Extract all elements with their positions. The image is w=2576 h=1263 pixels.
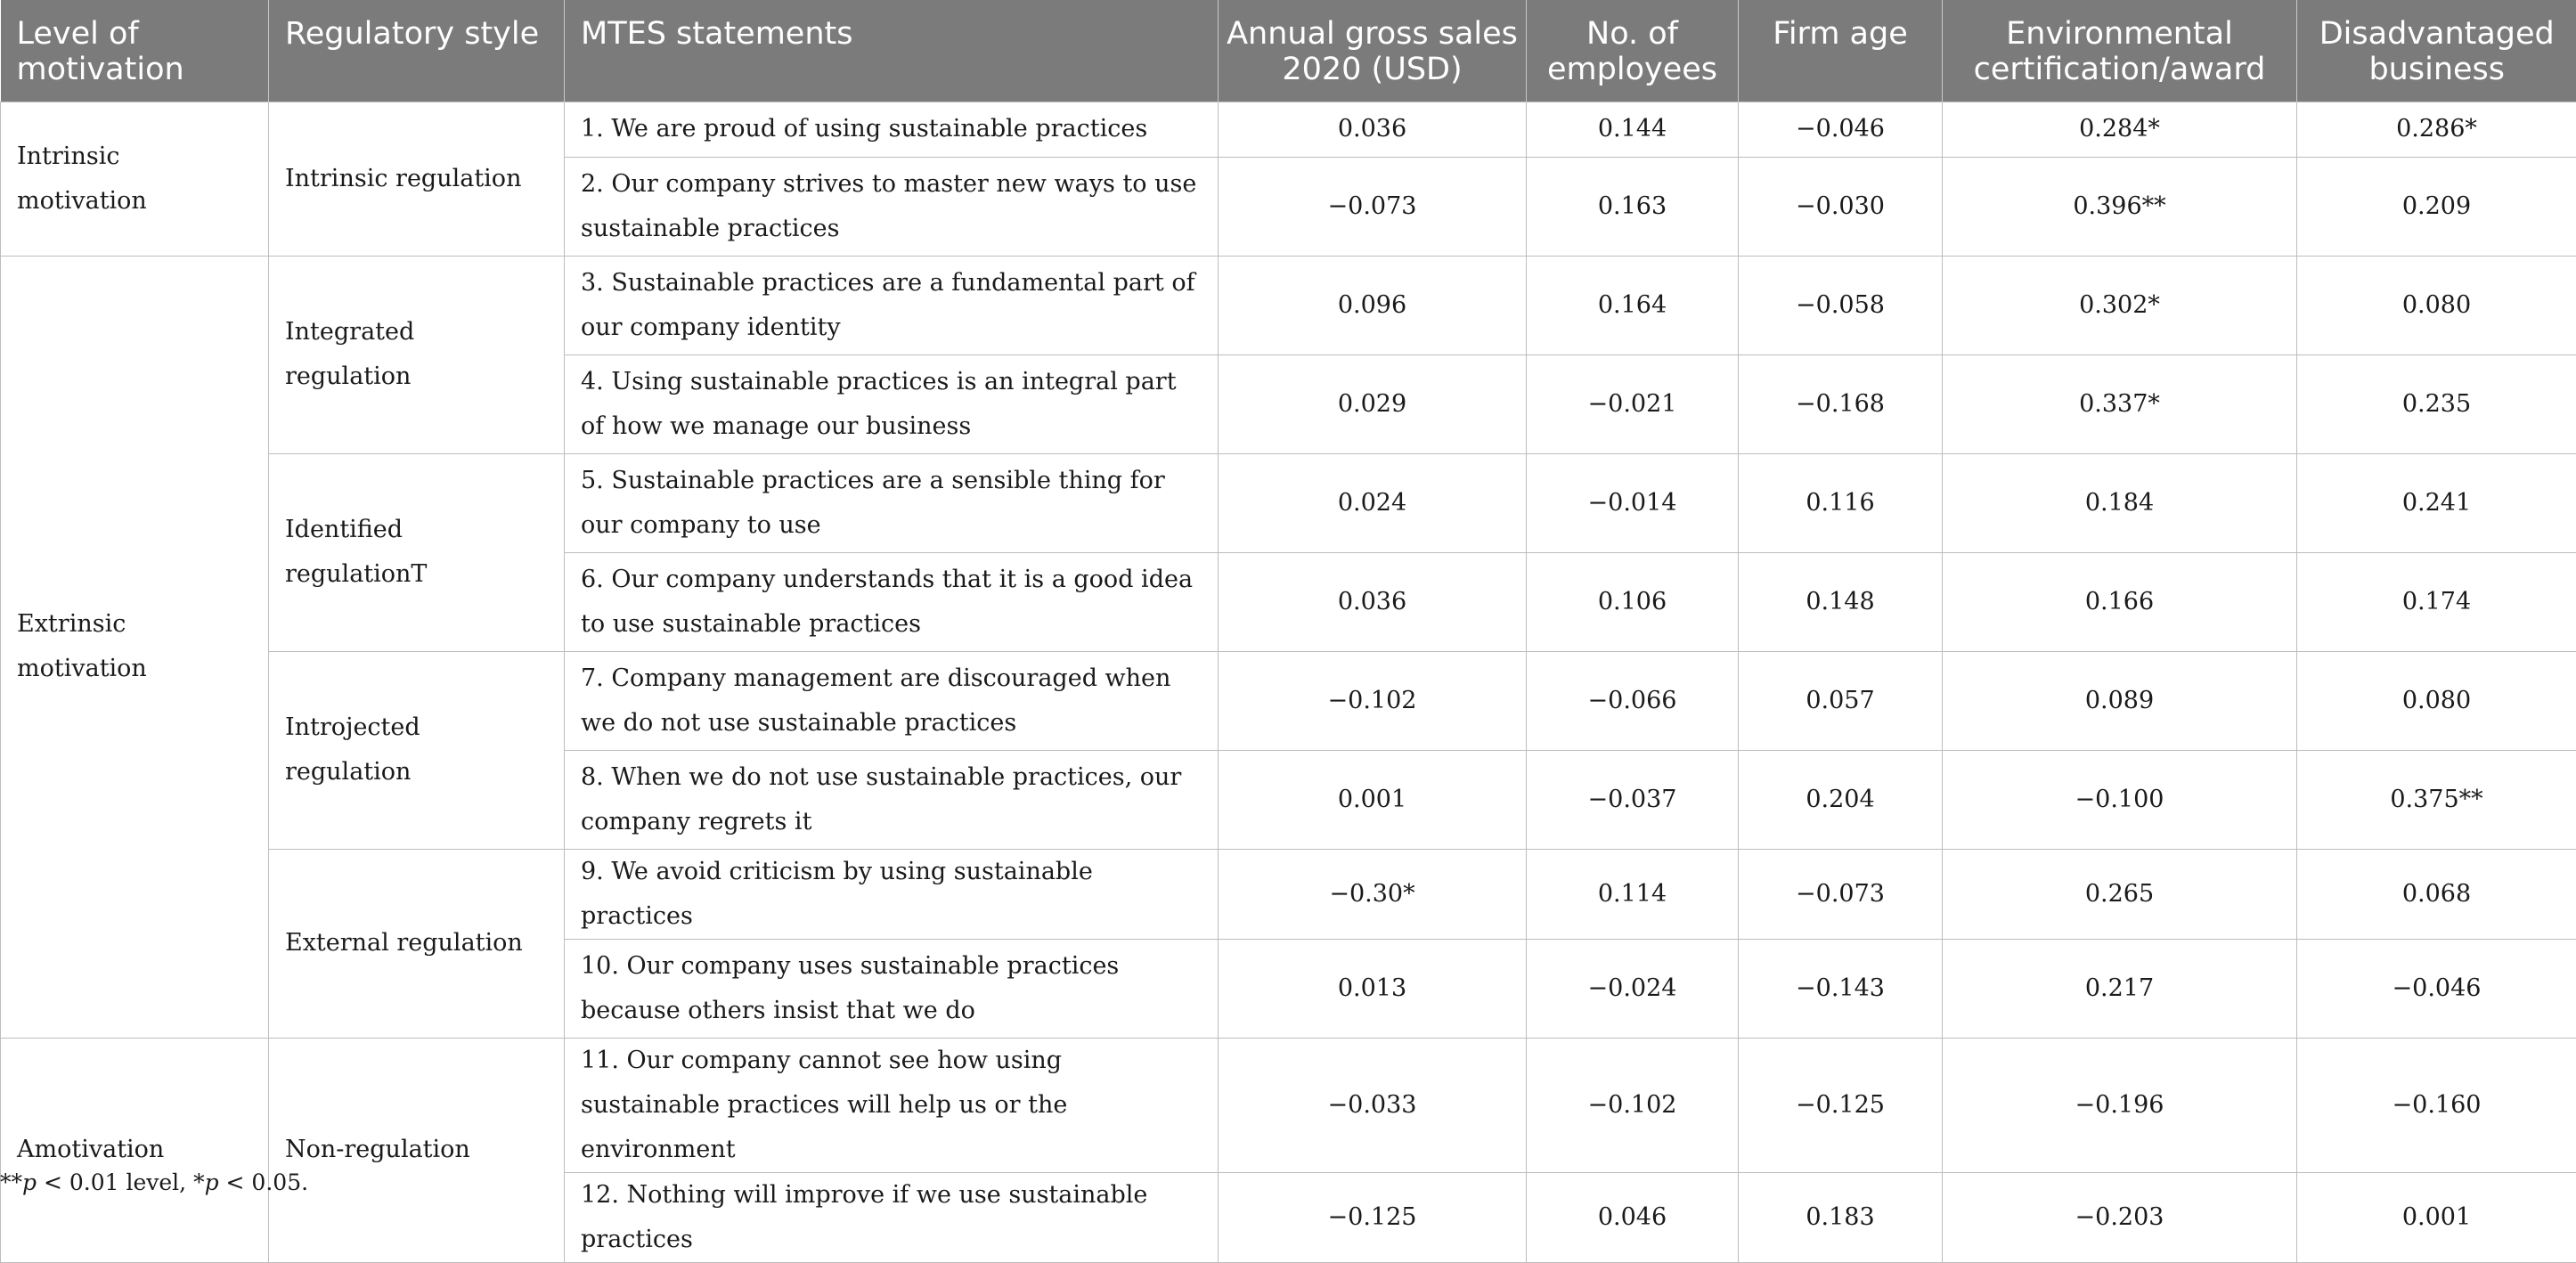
header-annual-gross-sales: Annual gross sales 2020 (USD) [1219, 0, 1527, 102]
statement-cell: 8. When we do not use sustainable practices, our company regrets it [565, 750, 1219, 849]
header-mtes-statements: MTES statements [565, 0, 1219, 102]
value-cell: 0.080 [2297, 256, 2576, 354]
value-cell: 0.209 [2297, 157, 2576, 256]
value-cell: 0.235 [2297, 354, 2576, 453]
header-firm-age: Firm age [1739, 0, 1943, 102]
style-cell: External regulation [269, 849, 565, 1038]
value-cell: −0.203 [1943, 1172, 2297, 1262]
footnote-text-1: < 0.01 level, * [37, 1169, 205, 1195]
style-cell: Intrinsic regulation [269, 102, 565, 256]
value-cell: −0.014 [1527, 453, 1739, 552]
value-cell: −0.102 [1527, 1038, 1739, 1172]
value-cell: 0.337* [1943, 354, 2297, 453]
value-cell: −0.168 [1739, 354, 1943, 453]
value-cell: 0.284* [1943, 102, 2297, 157]
value-cell: 0.265 [1943, 849, 2297, 939]
statement-cell: 5. Sustainable practices are a sensible thing for our company to use [565, 453, 1219, 552]
statement-cell: 6. Our company understands that it is a good idea to use sustainable practices [565, 552, 1219, 651]
value-cell: 0.013 [1219, 939, 1527, 1038]
level-cell: Extrinsic motivation [1, 256, 269, 1038]
value-cell: −0.125 [1739, 1038, 1943, 1172]
value-cell: 0.302* [1943, 256, 2297, 354]
statement-cell: 2. Our company strives to master new ways to use sustainable practices [565, 157, 1219, 256]
level-cell: Amotivation [1, 1038, 269, 1262]
table-row [1, 453, 2576, 552]
header-regulatory-style: Regulatory style [269, 0, 565, 102]
value-cell: −0.058 [1739, 256, 1943, 354]
statement-cell: 7. Company management are discouraged when we do not use sustainable practices [565, 651, 1219, 750]
style-cell: Integrated regulation [269, 256, 565, 453]
header-environmental-certification: Environmental certification/award [1943, 0, 2297, 102]
statement-cell: 11. Our company cannot see how using sustainable practices will help us or the environment [565, 1038, 1219, 1172]
value-cell: −0.125 [1219, 1172, 1527, 1262]
footnote-p-symbol: p [205, 1169, 219, 1195]
value-cell: −0.021 [1527, 354, 1739, 453]
value-cell: 0.116 [1739, 453, 1943, 552]
statement-cell: 4. Using sustainable practices is an integral part of how we manage our business [565, 354, 1219, 453]
header-level-of-motivation: Level of motivation [1, 0, 269, 102]
table-row [1, 102, 2576, 157]
value-cell: −0.196 [1943, 1038, 2297, 1172]
value-cell: −0.100 [1943, 750, 2297, 849]
value-cell: 0.096 [1219, 256, 1527, 354]
value-cell: −0.073 [1219, 157, 1527, 256]
style-cell: Non-regulation [269, 1038, 565, 1262]
header-row [1, 0, 2576, 102]
value-cell: −0.073 [1739, 849, 1943, 939]
value-cell: 0.166 [1943, 552, 2297, 651]
value-cell: 0.164 [1527, 256, 1739, 354]
value-cell: 0.114 [1527, 849, 1739, 939]
footnote-stars: ** [0, 1169, 22, 1195]
value-cell: 0.036 [1219, 102, 1527, 157]
value-cell: −0.30* [1219, 849, 1527, 939]
table-footnote [0, 1169, 308, 1195]
value-cell: −0.102 [1219, 651, 1527, 750]
value-cell: −0.046 [1739, 102, 1943, 157]
value-cell: −0.024 [1527, 939, 1739, 1038]
value-cell: −0.037 [1527, 750, 1739, 849]
value-cell: 0.089 [1943, 651, 2297, 750]
value-cell: 0.183 [1739, 1172, 1943, 1262]
value-cell: 0.080 [2297, 651, 2576, 750]
value-cell: 0.001 [1219, 750, 1527, 849]
value-cell: 0.046 [1527, 1172, 1739, 1262]
value-cell: 0.029 [1219, 354, 1527, 453]
value-cell: 0.204 [1739, 750, 1943, 849]
value-cell: 0.036 [1219, 552, 1527, 651]
footnote-text-2: < 0.05. [219, 1169, 308, 1195]
statement-cell: 10. Our company uses sustainable practices because others insist that we do [565, 939, 1219, 1038]
value-cell: 0.174 [2297, 552, 2576, 651]
value-cell: −0.046 [2297, 939, 2576, 1038]
value-cell: 0.396** [1943, 157, 2297, 256]
value-cell: 0.106 [1527, 552, 1739, 651]
table-row [1, 849, 2576, 939]
value-cell: 0.148 [1739, 552, 1943, 651]
level-cell: Intrinsic motivation [1, 102, 269, 256]
value-cell: 0.057 [1739, 651, 1943, 750]
statement-cell: 3. Sustainable practices are a fundamental part of our company identity [565, 256, 1219, 354]
value-cell: 0.184 [1943, 453, 2297, 552]
value-cell: −0.160 [2297, 1038, 2576, 1172]
header-disadvantaged-business: Disadvantaged business [2297, 0, 2576, 102]
value-cell: 0.068 [2297, 849, 2576, 939]
value-cell: 0.024 [1219, 453, 1527, 552]
footnote-p-symbol: p [22, 1169, 37, 1195]
statement-cell: 1. We are proud of using sustainable practices [565, 102, 1219, 157]
value-cell: 0.375** [2297, 750, 2576, 849]
value-cell: −0.143 [1739, 939, 1943, 1038]
value-cell: 0.241 [2297, 453, 2576, 552]
statement-cell: 9. We avoid criticism by using sustainable practices [565, 849, 1219, 939]
value-cell: 0.286* [2297, 102, 2576, 157]
header-no-of-employees: No. of employees [1527, 0, 1739, 102]
style-cell: Identified regulationT [269, 453, 565, 651]
value-cell: −0.030 [1739, 157, 1943, 256]
value-cell: 0.217 [1943, 939, 2297, 1038]
table-row [1, 1038, 2576, 1172]
table-row [1, 256, 2576, 354]
value-cell: −0.033 [1219, 1038, 1527, 1172]
value-cell: 0.144 [1527, 102, 1739, 157]
table-row [1, 651, 2576, 750]
statement-cell: 12. Nothing will improve if we use sustainable practices [565, 1172, 1219, 1262]
value-cell: −0.066 [1527, 651, 1739, 750]
value-cell: 0.163 [1527, 157, 1739, 256]
style-cell: Introjected regulation [269, 651, 565, 849]
value-cell: 0.001 [2297, 1172, 2576, 1262]
